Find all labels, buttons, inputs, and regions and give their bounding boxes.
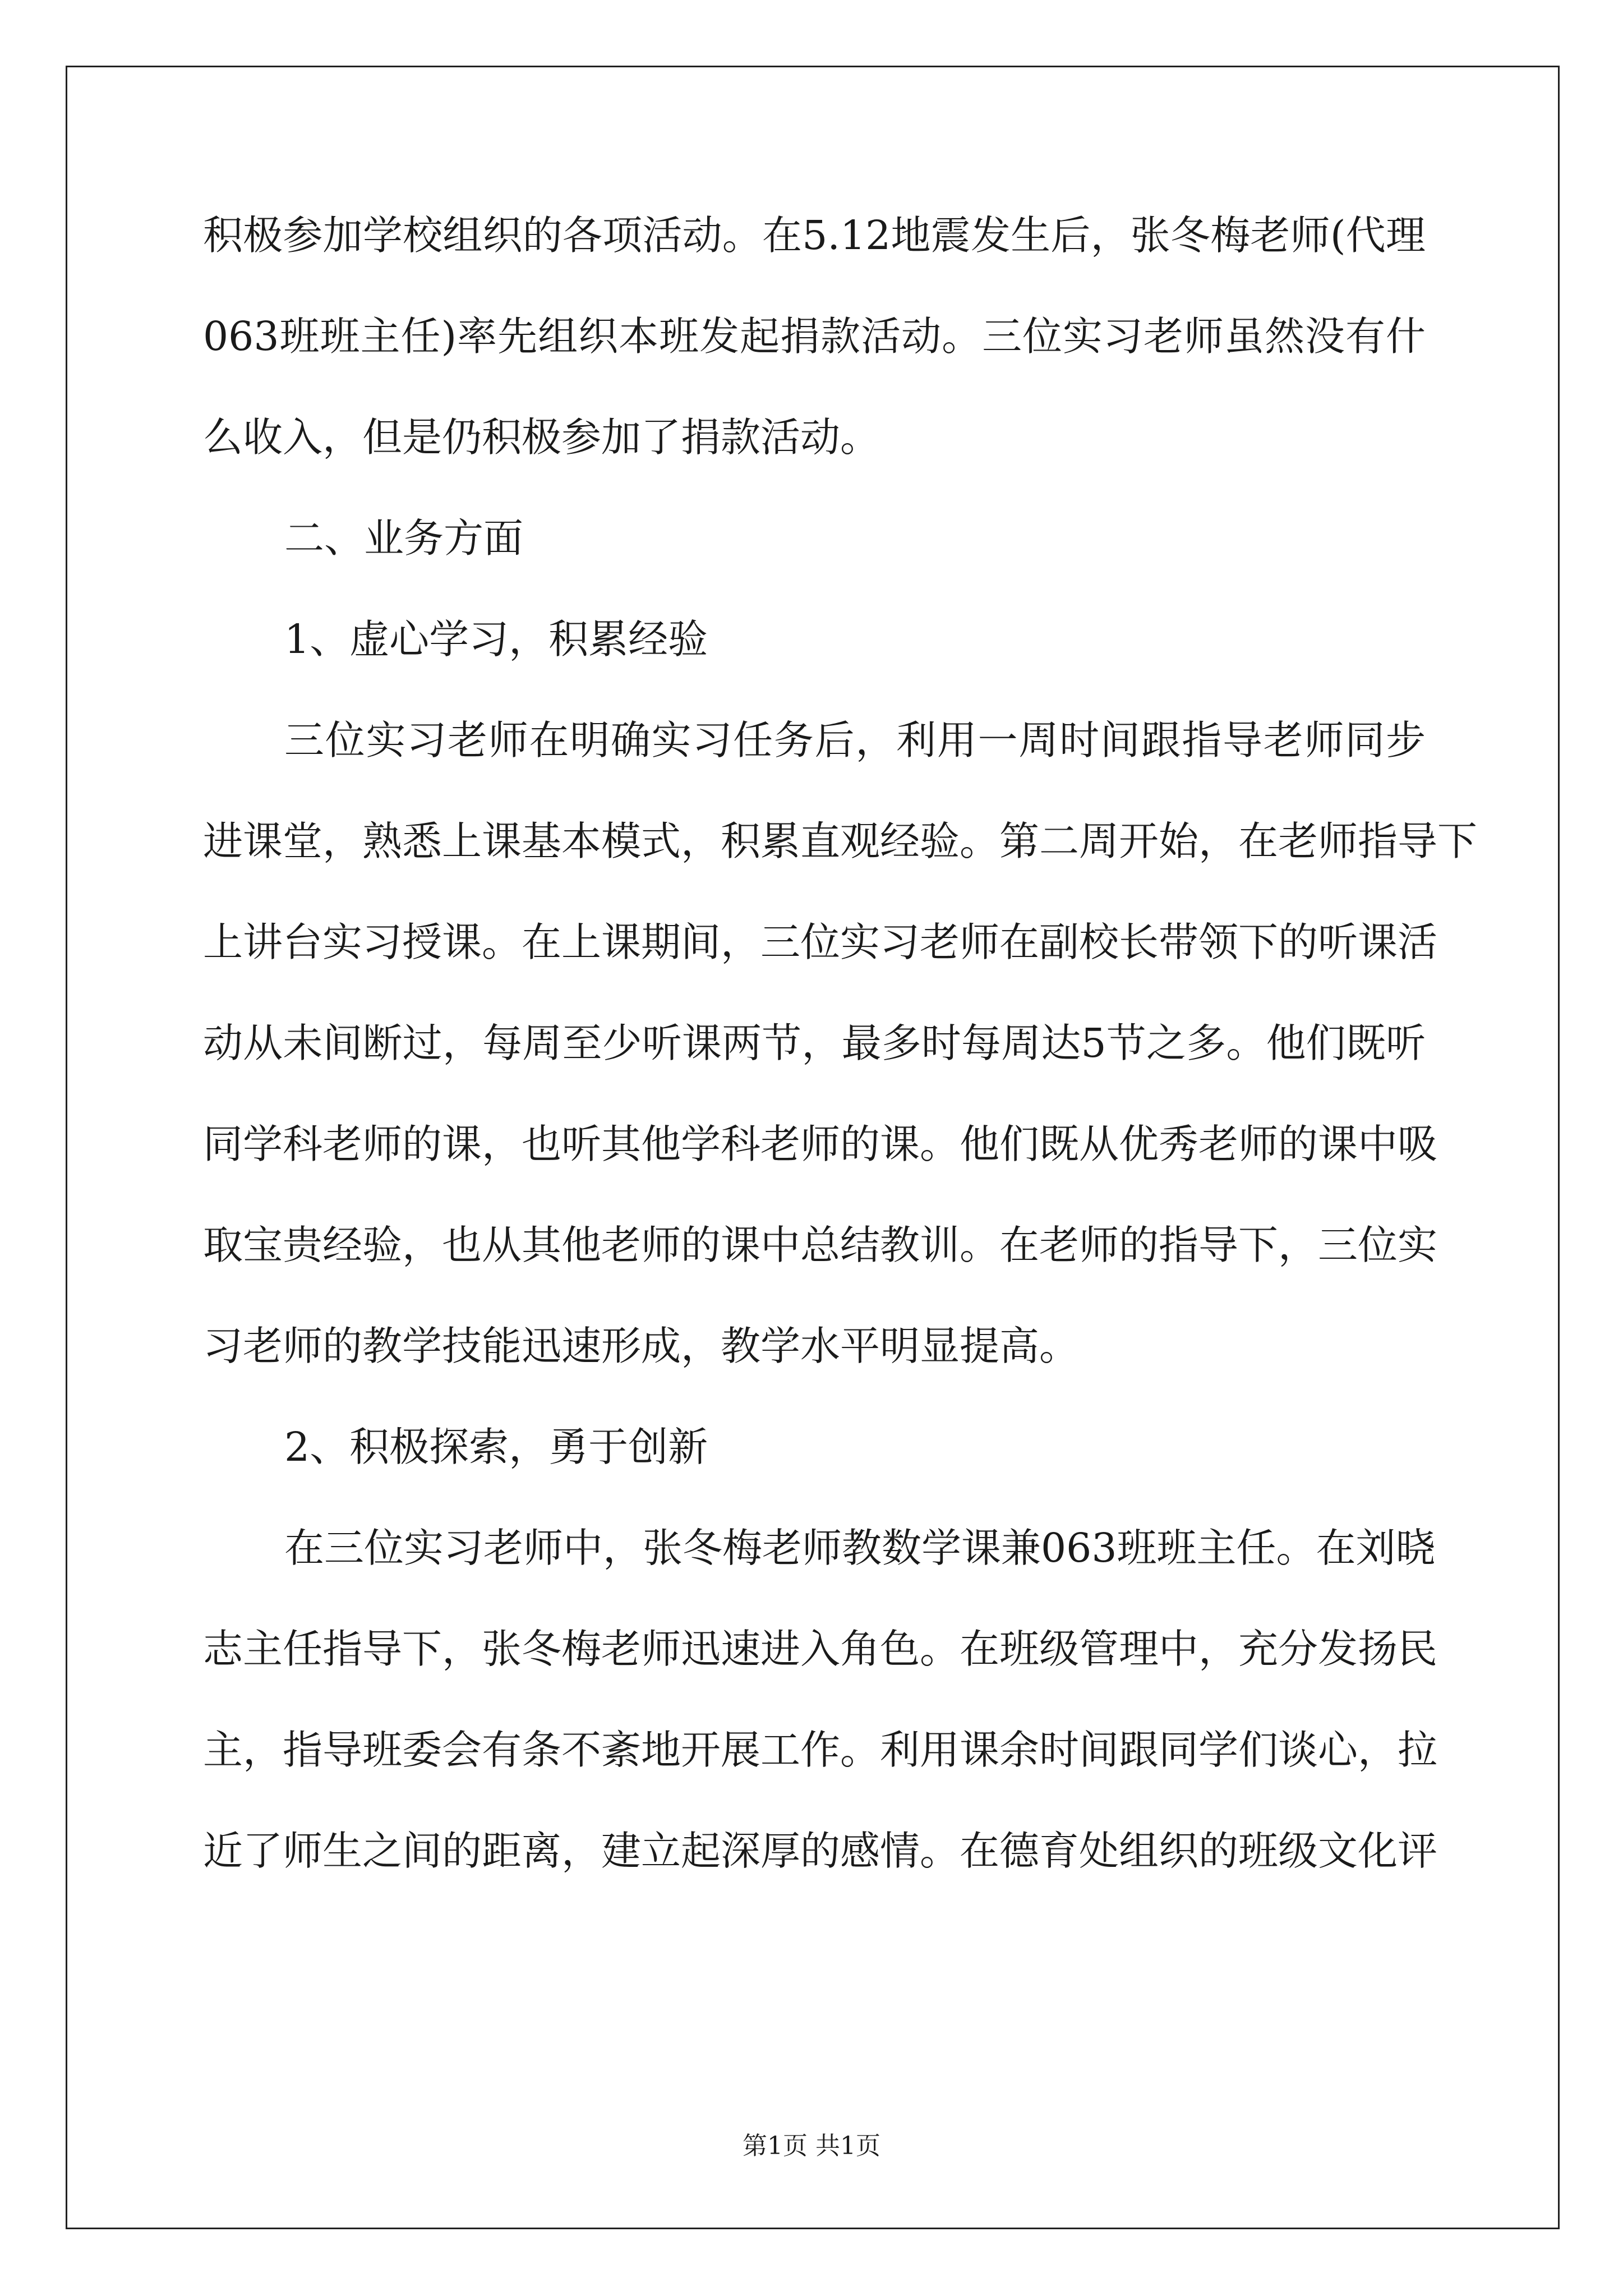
page-number-footer: 第1页 共1页 bbox=[743, 2132, 880, 2160]
text-line: 主，指导班委会有条不紊地开展工作。利用课余时间跟同学们谈心，拉 bbox=[203, 1727, 1438, 1773]
text-line: 在三位实习老师中，张冬梅老师教数学课兼063班班主任。在刘晓 bbox=[284, 1525, 1436, 1571]
text-line: 积极参加学校组织的各项活动。在5.12地震发生后，张冬梅老师(代理 bbox=[203, 212, 1426, 259]
text-line: 近了师生之间的距离，建立起深厚的感情。在德育处组织的班级文化评 bbox=[203, 1828, 1438, 1874]
text-line: 习老师的教学技能迅速形成，教学水平明显提高。 bbox=[203, 1323, 1080, 1369]
text-line: 063班班主任)率先组织本班发起捐款活动。三位实习老师虽然没有什 bbox=[203, 313, 1426, 360]
section-heading: 二、业务方面 bbox=[284, 515, 524, 562]
text-line: 进课堂，熟悉上课基本模式，积累直观经验。第二周开始，在老师指导下 bbox=[203, 818, 1478, 864]
text-line: 志主任指导下，张冬梅老师迅速进入角色。在班级管理中，充分发扬民 bbox=[203, 1626, 1438, 1672]
text-line: 么收入，但是仍积极参加了捐款活动。 bbox=[203, 414, 880, 461]
text-line: 取宝贵经验，也从其他老师的课中总结教训。在老师的指导下，三位实 bbox=[203, 1222, 1438, 1268]
text-line: 动从未间断过，每周至少听课两节，最多时每周达5节之多。他们既听 bbox=[203, 1020, 1426, 1066]
subsection-heading: 1、虚心学习，积累经验 bbox=[284, 616, 708, 662]
subsection-heading: 2、积极探索，勇于创新 bbox=[284, 1424, 708, 1470]
text-line: 上讲台实习授课。在上课期间，三位实习老师在副校长带领下的听课活 bbox=[203, 919, 1438, 965]
text-line: 同学科老师的课，也听其他学科老师的课。他们既从优秀老师的课中吸 bbox=[203, 1121, 1438, 1167]
text-line: 三位实习老师在明确实习任务后，利用一周时间跟指导老师同步 bbox=[284, 717, 1426, 763]
